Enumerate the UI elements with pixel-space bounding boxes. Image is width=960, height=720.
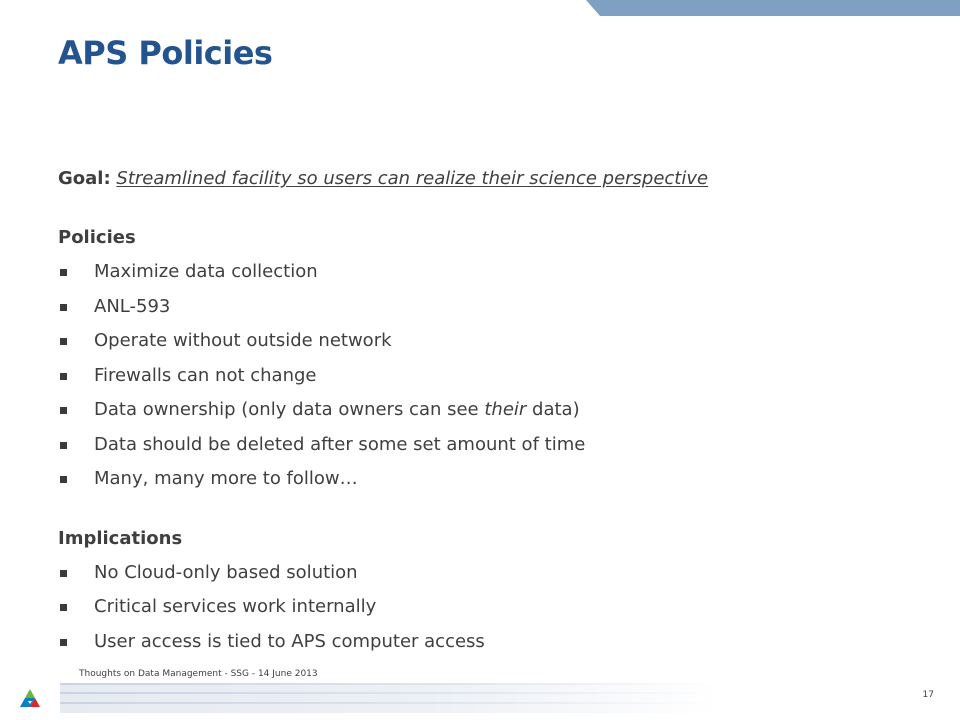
slide-title: APS Policies [58,34,273,72]
policy-item-text-before: Data ownership (only data owners can see [94,399,485,420]
policy-item [58,259,918,294]
policy-item [58,328,918,363]
square-bullet-icon [60,639,67,646]
policy-item-text [94,399,580,420]
goal-label: Goal: [58,168,111,189]
implication-item-text: Critical services work internally [94,596,377,617]
implication-item [58,594,918,629]
slide-content [58,166,918,663]
policy-item-text: Firewalls can not change [94,364,317,386]
policy-item [58,363,918,398]
policy-item-text: Maximize data collection [94,261,318,282]
policy-item [58,294,918,329]
footer-band [60,683,720,713]
policy-item-text: Data should be deleted after some set amount of time [94,433,586,455]
argonne-triangle-logo-icon [18,688,42,710]
implication-item-text: No Cloud-only based solution [94,561,358,583]
square-bullet-icon [60,442,67,449]
implication-item [58,560,918,595]
implications-heading: Implications [58,527,183,549]
implication-item [58,629,918,664]
square-bullet-icon [60,476,67,483]
policy-item-text: ANL-593 [94,295,171,317]
square-bullet-icon [60,304,67,311]
square-bullet-icon [60,373,67,380]
goal-text: Streamlined facility so users can realize their science perspective [116,168,709,189]
policy-item [58,466,918,501]
goal-line [58,166,918,192]
policy-item [58,432,918,467]
implication-item-text: User access is tied to APS computer access [94,630,485,652]
square-bullet-icon [60,407,67,414]
top-accent-bar [586,0,960,16]
policy-item-text-after: data) [526,399,580,420]
policies-list [58,259,918,501]
footer-divider [60,692,720,694]
footer-text: Thoughts on Data Management - SSG - 14 June 2013 [79,669,318,679]
policy-item [58,397,918,432]
policy-item-text-emphasis: their [484,399,527,420]
footer-divider [60,683,720,685]
square-bullet-icon [60,570,67,577]
policies-heading: Policies [58,227,136,248]
square-bullet-icon [60,269,67,276]
footer-divider [60,702,720,704]
square-bullet-icon [60,604,67,611]
policy-item-text: Many, many more to follow… [94,468,358,489]
policy-item-text: Operate without outside network [94,330,392,351]
page-number: 17 [922,690,934,700]
square-bullet-icon [60,338,67,345]
implications-list [58,560,918,664]
